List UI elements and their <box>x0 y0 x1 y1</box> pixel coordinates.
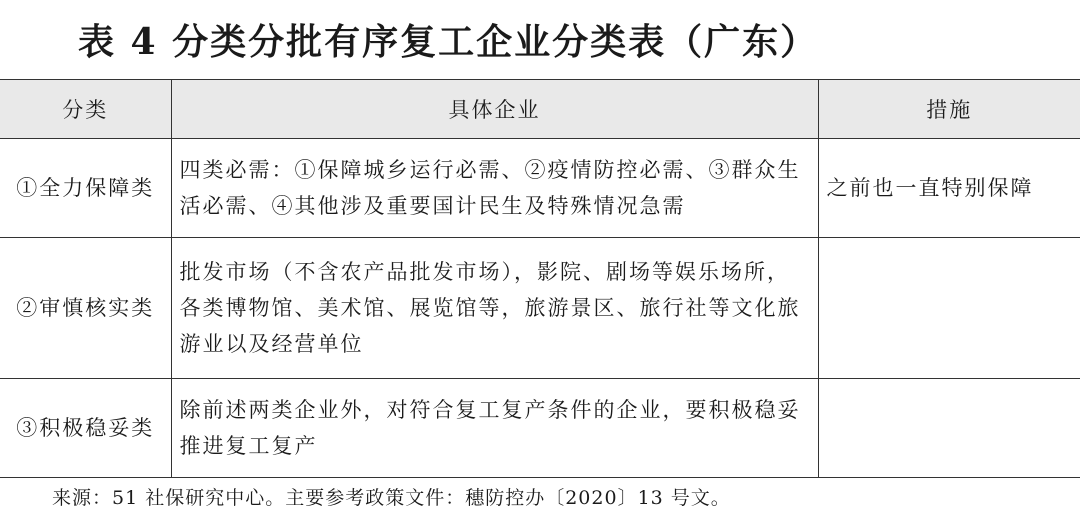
table-header-row <box>0 80 1080 139</box>
row-category: ②审慎核实类 <box>0 238 171 379</box>
row-detail: 批发市场（不含农产品批发市场），影院、剧场等娱乐场所，各类博物馆、美术馆、展览馆等，旅游景区、旅行社等文化旅游业以及经营单位 <box>171 238 818 379</box>
table-title: 表 4 分类分批有序复工企业分类表（广东） <box>78 21 819 63</box>
row-measure <box>818 238 1080 379</box>
table-row <box>0 238 1080 379</box>
row-detail: 四类必需：①保障城乡运行必需、②疫情防控必需、③群众生活必需、④其他涉及重要国计民生及特殊情况急需 <box>171 139 818 238</box>
header-category: 分类 <box>0 80 171 139</box>
table-row <box>0 139 1080 238</box>
table-row <box>0 379 1080 478</box>
enterprise-classification-table <box>0 79 1080 478</box>
row-measure: 之前也一直特别保障 <box>818 139 1080 238</box>
row-category: ③积极稳妥类 <box>0 379 171 478</box>
row-category: ①全力保障类 <box>0 139 171 238</box>
header-measure: 措施 <box>818 80 1080 139</box>
header-enterprise: 具体企业 <box>171 80 818 139</box>
row-detail: 除前述两类企业外，对符合复工复产条件的企业，要积极稳妥推进复工复产 <box>171 379 818 478</box>
source-note: 来源：51 社保研究中心。主要参考政策文件：穗防控办〔2020〕13 号文。 <box>52 487 731 509</box>
row-measure <box>818 379 1080 478</box>
